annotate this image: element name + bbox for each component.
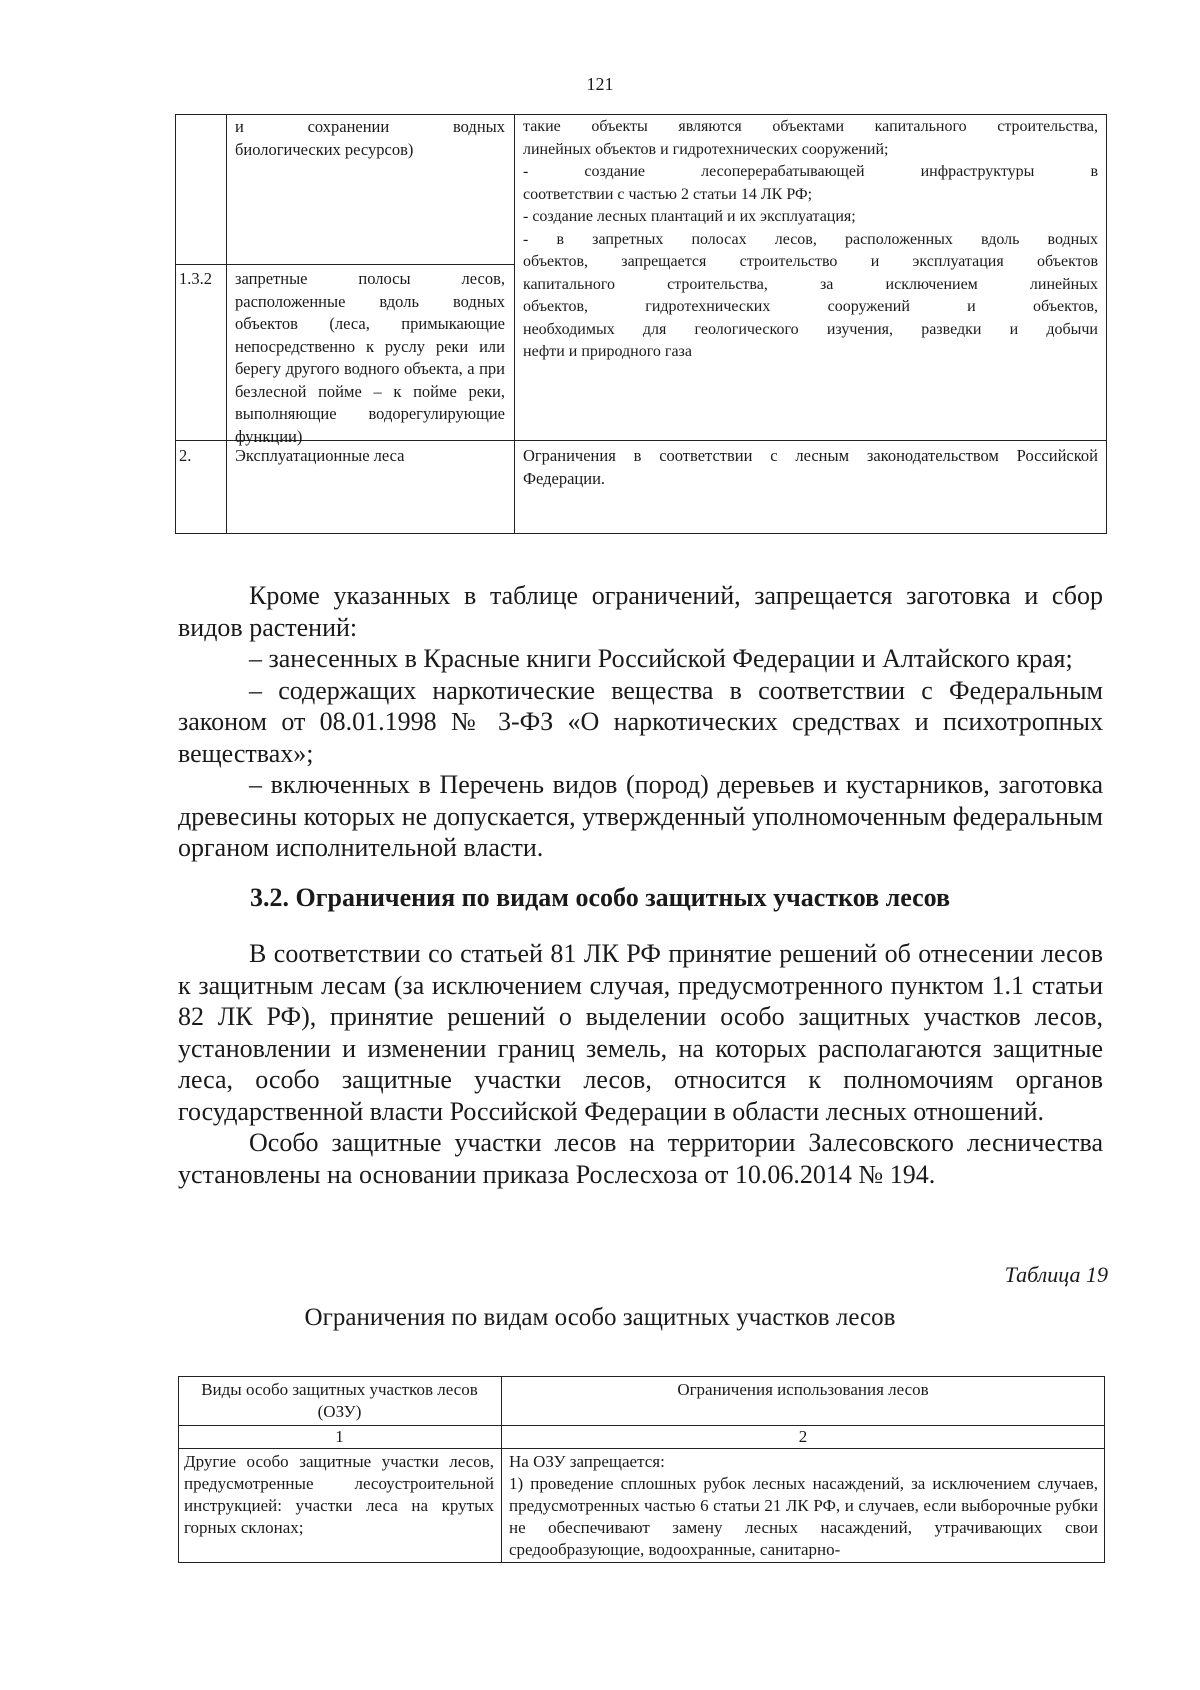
- col-number-2: 2: [798, 1427, 808, 1446]
- col-number-1: 1: [335, 1427, 344, 1446]
- row-name-forbidden-strips: запретные полосы лесов, расположенные вдоль водных объектов (леса, примыкающие непосредственно к руслу реки или берегу другого водного объекта, а при безлесной пойме – к пойме реки, выполняющие водорегулирующие функции): [235, 269, 505, 446]
- paragraph-additional-restrictions: Кроме указанных в таблице ограничений, запрещается заготовка и сбор видов растений: – занесенных в Красные книги Российской Федерации и Алтайского края; – содержащих наркотические вещества в соответствии с Федеральным законом от 08.01.1998 № 3-ФЗ «О наркотических средствах и психотропных веществах»; – включенных в Перечень видов (пород) деревьев и кустарников, заготовка древесины которых не допускается, утвержденный уполномоченным федеральным органом исполнительной власти.: [178, 581, 1103, 862]
- page-number: 121: [586, 74, 614, 94]
- table-label: Таблица 19: [1004, 1262, 1108, 1287]
- section-heading-3-2: 3.2. Ограничения по видам особо защитных участков лесов: [249, 883, 951, 912]
- table-title: Ограничения по видам особо защитных участков лесов: [304, 1304, 896, 1331]
- col-header-ozu-types: Виды особо защитных участков лесов (ОЗУ): [201, 1380, 478, 1421]
- table-19: [178, 1376, 1105, 1563]
- row-number-1-3-2: 1.3.2: [179, 269, 212, 288]
- paragraph-legal-basis: В соответствии со статьей 81 ЛК РФ принятие решений об отнесении лесов к защитным лесам (за исключением случая, предусмотренного пунктом 1.1 статьи 82 ЛК РФ), принятие решений о выделении особо защитных участков лесов, установлении и изменении границ земель, на которых располагаются защитные леса, особо защитные участки лесов, относится к полномочиям органов государственной власти Российской Федерации в области лесных отношений. Особо защитные участки лесов на территории Залесовского лесничества установлены на основании приказа Рослесхоза от 10.06.2014 № 194.: [178, 939, 1103, 1189]
- row-name-exploitation-forests: Эксплуатационные леса: [235, 446, 405, 465]
- restrictions-table-continued: [175, 114, 1107, 534]
- row-number-2: 2.: [179, 446, 192, 465]
- restrictions-cell-water-protection: такие объекты являются объектами капитального строительства, линейных объектов и гидротехнических сооружений; - создание лесоперерабатывающей инфраструктуры в соответствии с частью 2 статьи 14 ЛК РФ; - создание лесных плантаций и их эксплуатация; - в запретных полосах лесов, расположенных вдоль водных объектов, запрещается строительство и эксплуатация объектов капитального строительства, за исключением линейных объектов, гидротехнических сооружений и объектов, необходимых для геологического изучения, разведки и добычи нефти и природного газа: [523, 118, 1098, 360]
- ozu-type-cell: Другие особо защитные участки лесов, предусмотренные лесоустроительной инструкцией: участки леса на крутых горных склонах;: [184, 1452, 494, 1537]
- ozu-restriction-cell: На ОЗУ запрещается: 1) проведение сплошных рубок лесных насаждений, за исключением случаев, предусмотренных частью 6 статьи 21 ЛК РФ, и случаев, если выборочные рубки не обеспечивают замену лесных насаждений, утрачивающих свои средообразующие, водоохранные, санитарно-: [509, 1452, 1098, 1559]
- col-header-restrictions: Ограничения использования лесов: [677, 1380, 929, 1399]
- row-name-biological-resources: и сохранении водных биологических ресурсов): [235, 117, 505, 159]
- row-restriction-exploitation-forests: Ограничения в соответствии с лесным законодательством Российской Федерации.: [523, 446, 1098, 488]
